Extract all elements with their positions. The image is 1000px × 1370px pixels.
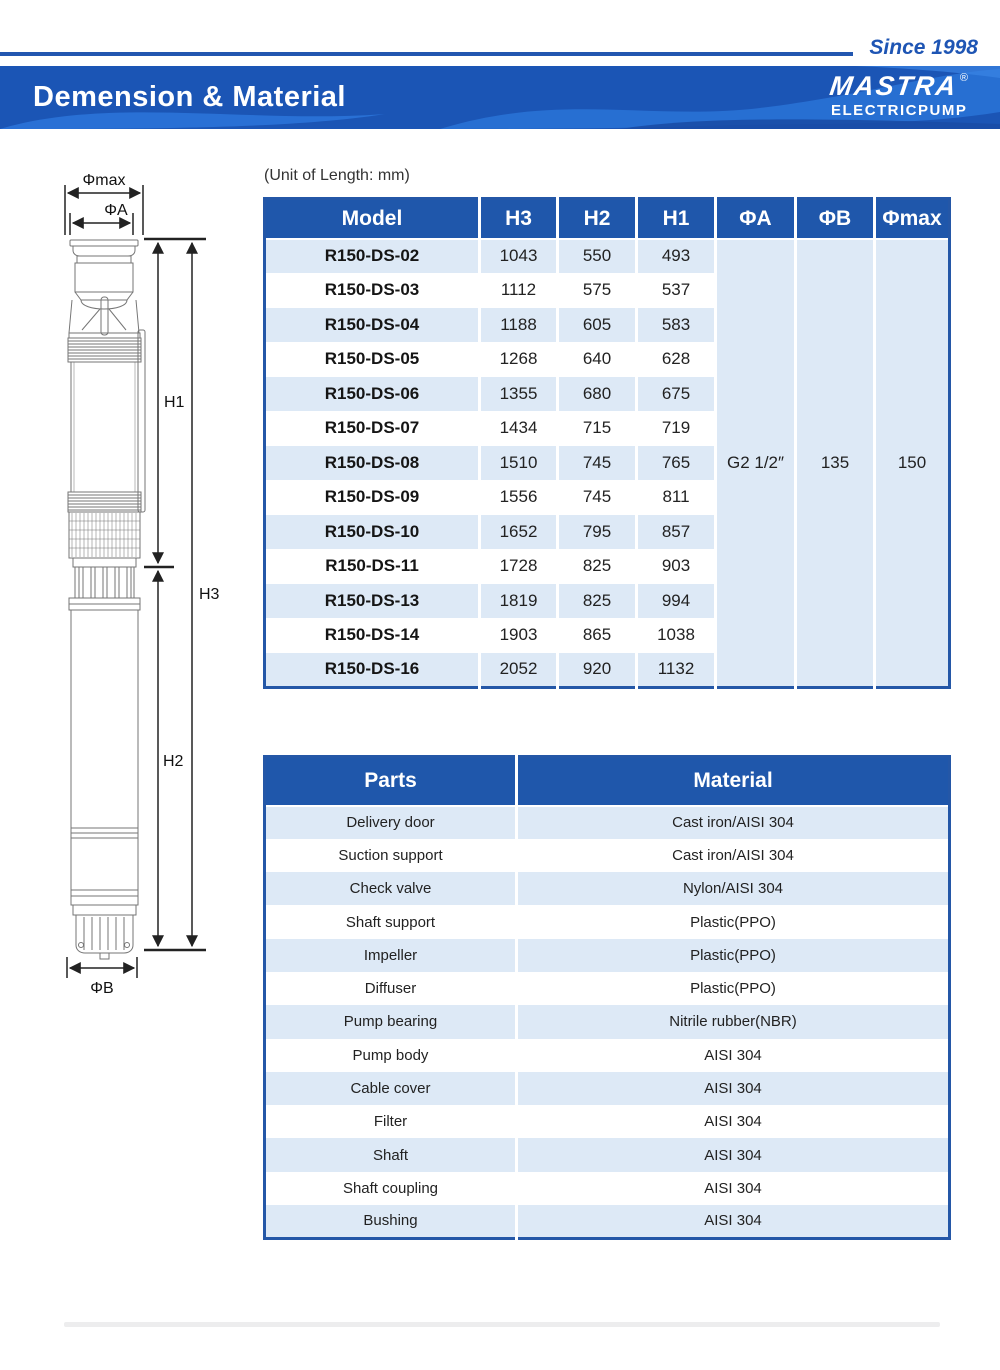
model-cell: R150-DS-08: [265, 446, 480, 481]
part-cell: Cable cover: [265, 1072, 517, 1105]
part-cell: Suction support: [338, 846, 443, 864]
material-cell: Cast iron/AISI 304: [517, 839, 950, 872]
part-cell: Diffuser: [364, 980, 417, 998]
model-cell: R150-DS-11: [325, 556, 419, 576]
h3-cell: 1112: [480, 273, 558, 308]
h2-cell: 825: [558, 584, 637, 619]
h2-cell: 575: [558, 273, 637, 308]
footer-rule: [64, 1322, 940, 1327]
h1-cell: 1038: [637, 618, 716, 653]
material-cell: AISI 304: [517, 1172, 950, 1205]
h3-cell: 1268: [480, 342, 558, 377]
top-rule: [0, 52, 853, 56]
table-row: [265, 239, 950, 274]
h3-cell: 2052: [480, 653, 558, 688]
h2-cell: 715: [558, 411, 637, 446]
h3-cell: 1510: [480, 446, 558, 481]
table-row: [265, 972, 950, 1005]
dimension-table: [263, 197, 951, 689]
label-h3: H3: [199, 586, 220, 603]
material-cell: AISI 304: [517, 1105, 950, 1138]
material-cell: Plastic(PPO): [517, 939, 950, 972]
column-header-parts: Parts: [265, 757, 517, 806]
material-cell: AISI 304: [517, 1205, 950, 1238]
phi-a-merged-cell: G2 1/2″: [716, 239, 796, 688]
material-cell: Plastic(PPO): [517, 972, 950, 1005]
model-cell: R150-DS-02: [265, 239, 480, 274]
h2-cell: 795: [558, 515, 637, 550]
h3-cell: 1434: [480, 411, 558, 446]
material-cell: Cast iron/AISI 304: [517, 806, 950, 839]
brand-subtext: ELECTRICPUMP: [831, 102, 968, 119]
dimension-lines: [65, 185, 206, 978]
h1-cell: 994: [637, 584, 716, 619]
model-cell: R150-DS-13: [265, 584, 480, 619]
table-row: [265, 1172, 950, 1205]
material-cell: AISI 304: [517, 1072, 950, 1105]
brand-wordmark: MASTRA: [828, 71, 961, 101]
pump-dimension-diagram: [20, 160, 250, 1010]
h3-cell: 1728: [480, 549, 558, 584]
phi-b-merged-cell: 135: [796, 239, 875, 688]
label-phi-max: Φmax: [82, 172, 126, 189]
table-row: [265, 806, 950, 839]
h1-cell: 675: [637, 377, 716, 412]
table-row: [265, 839, 950, 872]
parts-material-table: [263, 755, 951, 1240]
part-cell: Impeller: [265, 939, 517, 972]
part-cell: Bushing: [265, 1205, 517, 1238]
model-cell: R150-DS-03: [324, 280, 420, 300]
model-cell: R150-DS-07: [324, 418, 420, 438]
label-h2: H2: [163, 753, 184, 770]
h2-cell: 605: [558, 308, 637, 343]
h1-cell: 811: [637, 480, 716, 515]
model-cell: R150-DS-06: [265, 377, 480, 412]
table-row: [265, 1138, 950, 1171]
h3-cell: 1652: [480, 515, 558, 550]
table-row: [265, 939, 950, 972]
table-row: [265, 1205, 950, 1238]
h1-cell: 719: [637, 411, 716, 446]
h3-cell: 1819: [480, 584, 558, 619]
brand-logo: [830, 73, 968, 118]
material-cell: Plastic(PPO): [517, 905, 950, 938]
column-header-h2: H2: [558, 199, 637, 239]
h2-cell: 680: [558, 377, 637, 412]
h3-cell: 1188: [480, 308, 558, 343]
column-header-phi-b: ΦB: [796, 199, 875, 239]
h3-cell: 1355: [480, 377, 558, 412]
column-header-phi-max: Φmax: [875, 199, 950, 239]
since-text: Since 1998: [869, 36, 978, 59]
part-cell: Shaft: [265, 1138, 517, 1171]
h2-cell: 865: [558, 618, 637, 653]
h1-cell: 537: [637, 273, 716, 308]
page-title: Demension & Material: [33, 81, 346, 113]
model-cell: R150-DS-16: [265, 653, 480, 688]
h1-cell: 857: [637, 515, 716, 550]
part-cell: Pump body: [352, 1046, 429, 1064]
table-row: [265, 1005, 950, 1038]
part-cell: Pump bearing: [265, 1005, 517, 1038]
dimension-table-header-row: [265, 199, 950, 239]
model-cell: R150-DS-09: [324, 487, 420, 507]
material-cell: Nylon/AISI 304: [517, 872, 950, 905]
h3-cell: 1043: [480, 239, 558, 274]
h1-cell: 493: [637, 239, 716, 274]
part-cell: Shaft support: [345, 913, 436, 931]
model-cell: R150-DS-10: [265, 515, 480, 550]
part-cell: Check valve: [265, 872, 517, 905]
h2-cell: 825: [558, 549, 637, 584]
column-header-h1: H1: [637, 199, 716, 239]
h3-cell: 1903: [480, 618, 558, 653]
column-header-phi-a: ΦA: [716, 199, 796, 239]
model-cell: R150-DS-14: [324, 625, 420, 645]
material-cell: AISI 304: [517, 1138, 950, 1171]
part-cell: Filter: [373, 1113, 408, 1131]
header-banner: [0, 66, 1000, 129]
part-cell: Shaft coupling: [342, 1179, 439, 1197]
pump-outline: [68, 240, 145, 959]
table-row: [265, 1039, 950, 1072]
h2-cell: 745: [558, 480, 637, 515]
phi-max-merged-cell: 150: [875, 239, 950, 688]
column-header-h3: H3: [480, 199, 558, 239]
table-row: [265, 1072, 950, 1105]
model-cell: R150-DS-05: [324, 349, 420, 369]
model-cell: R150-DS-04: [265, 308, 480, 343]
unit-note: (Unit of Length: mm): [264, 167, 410, 184]
material-cell: AISI 304: [517, 1039, 950, 1072]
h1-cell: 628: [637, 342, 716, 377]
registered-trademark-icon: ®: [959, 72, 968, 84]
table-row: [265, 905, 950, 938]
h2-cell: 640: [558, 342, 637, 377]
label-phi-a: ΦA: [104, 202, 128, 219]
column-header-material: Material: [517, 757, 950, 806]
h3-cell: 1556: [480, 480, 558, 515]
label-h1: H1: [164, 394, 185, 411]
h1-cell: 1132: [637, 653, 716, 688]
table-row: [265, 872, 950, 905]
column-header-model: Model: [265, 199, 480, 239]
label-phi-b: ΦB: [90, 980, 114, 997]
material-cell: Nitrile rubber(NBR): [517, 1005, 950, 1038]
h2-cell: 745: [558, 446, 637, 481]
h2-cell: 550: [558, 239, 637, 274]
h2-cell: 920: [558, 653, 637, 688]
table-row: [265, 1105, 950, 1138]
h1-cell: 765: [637, 446, 716, 481]
parts-table-header-row: [265, 757, 950, 806]
h1-cell: 583: [637, 308, 716, 343]
h1-cell: 903: [637, 549, 716, 584]
part-cell: Delivery door: [265, 806, 517, 839]
